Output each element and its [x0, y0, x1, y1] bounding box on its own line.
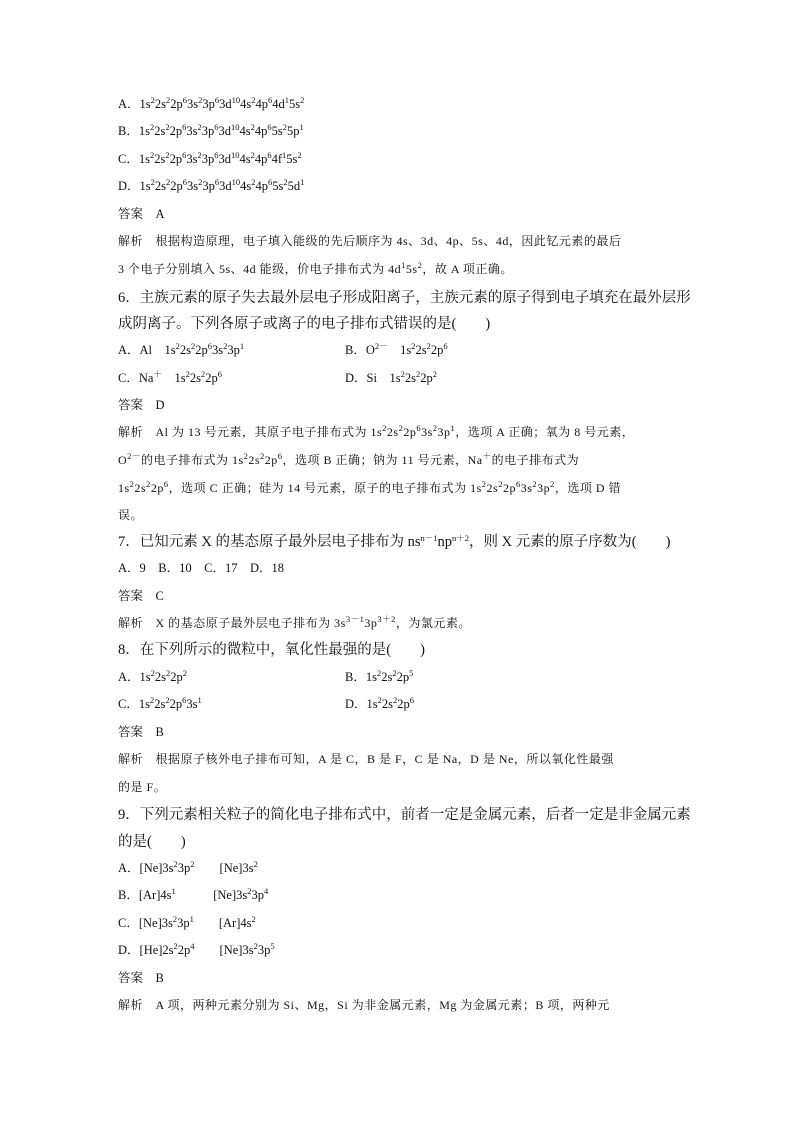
superscript: 2	[182, 668, 188, 678]
text-segment: ，为氯元素。	[395, 616, 471, 630]
superscript: 6	[214, 95, 220, 105]
text-segment: 3d	[218, 124, 231, 138]
text-segment: [Ne]3s	[175, 888, 248, 902]
superscript: 2	[149, 150, 155, 160]
superscript: 6	[182, 150, 187, 160]
text-segment: D．1s	[345, 697, 378, 711]
superscript: 1	[189, 914, 194, 924]
superscript: 2	[198, 95, 203, 105]
superscript: n－1	[420, 533, 438, 543]
text-segment: 2p	[195, 343, 208, 357]
q9-explanation-line-1: 解析 A 项，两种元素分别为 Si、Mg，Si 为非金属元素，Mg 为金属元素；B 项，两种元	[118, 998, 610, 1012]
superscript: 6	[443, 341, 448, 351]
text-segment: [Ar]4s	[193, 916, 252, 930]
superscript: 6	[409, 695, 415, 705]
superscript: 2	[150, 177, 155, 187]
superscript: ＋	[153, 369, 162, 379]
superscript: 2	[191, 341, 196, 351]
text-segment: 2s	[154, 97, 167, 111]
text-segment: 1s	[118, 481, 130, 495]
text-segment: ，选项 C 正确；硅为 14 号元素，原子的电子排布式为 1s	[168, 481, 482, 495]
superscript: n＋2	[452, 533, 470, 543]
q9-option-d	[118, 942, 275, 958]
superscript: 2	[150, 95, 155, 105]
text-segment: 3s	[187, 179, 199, 193]
superscript: 2	[250, 150, 255, 160]
text-segment: D．[He]2s	[118, 943, 174, 957]
text-segment: 2p	[264, 453, 278, 467]
q7-explanation	[118, 615, 471, 631]
text-segment: 2p	[397, 697, 410, 711]
text-segment: 2s	[189, 371, 201, 385]
superscript: 2	[251, 95, 256, 105]
q8-option-a	[118, 669, 187, 685]
text-segment: 2p	[169, 152, 183, 166]
text-segment: C．1s	[118, 152, 150, 166]
text-segment: 5s	[289, 97, 301, 111]
superscript: 2	[432, 369, 437, 379]
text-segment: 2s	[154, 670, 167, 684]
superscript: ＋	[482, 451, 492, 461]
superscript: 2	[251, 914, 256, 924]
superscript: 10	[231, 95, 241, 105]
text-segment: 3d	[219, 97, 232, 111]
text-segment: 2p	[170, 179, 183, 193]
superscript: 1	[197, 695, 202, 705]
superscript: 2	[398, 423, 404, 433]
superscript: 6	[515, 479, 521, 489]
text-segment: 3p	[177, 916, 190, 930]
text-segment: 2s	[154, 179, 167, 193]
text-segment: A．1s	[118, 670, 151, 684]
superscript: 1	[300, 177, 305, 187]
text-segment: 5d	[287, 179, 301, 193]
superscript: 4	[263, 886, 269, 896]
superscript: 10	[230, 122, 240, 132]
q6-stem-line-2: 成阴离子。下列各原子或离子的电子排布式错误的是( )	[118, 316, 491, 332]
text-segment: C．1s	[118, 697, 150, 711]
superscript: 5	[270, 941, 275, 951]
superscript: 3－1	[345, 614, 365, 624]
superscript: 2	[165, 695, 170, 705]
text-segment: 3s	[186, 124, 198, 138]
text-segment: 7．已知元素 X 的基态原子最外层电子排布为 ns	[118, 534, 421, 550]
text-segment: 3p	[537, 481, 551, 495]
q6-answer: 答案 D	[118, 398, 165, 412]
superscript: 2	[297, 150, 302, 160]
q9-option-c	[118, 915, 256, 931]
superscript: 2	[415, 369, 421, 379]
text-segment: 2s	[134, 481, 147, 495]
text-segment: 2s	[154, 697, 166, 711]
superscript: 2	[532, 479, 538, 489]
q9-stem-line-1: 9．下列元素相关粒子的简化电子排布式中，前者一定是金属元素，后者一定是非金属元素	[118, 807, 691, 823]
superscript: 2	[393, 695, 398, 705]
text-segment: 3p	[177, 861, 191, 875]
text-segment: 4s	[239, 124, 251, 138]
q6-option-b	[345, 342, 448, 358]
text-segment: D．Si 1s	[345, 371, 401, 385]
text-segment: 3d	[218, 152, 231, 166]
superscript: 1	[401, 260, 406, 270]
text-segment: A．Al 1s	[118, 343, 176, 357]
text-segment: B．[Ar]4s	[118, 888, 172, 902]
superscript: 2	[173, 859, 178, 869]
superscript: 6	[182, 177, 188, 187]
superscript: 1	[282, 150, 287, 160]
q8-option-d	[345, 696, 414, 712]
superscript: 2	[243, 451, 249, 461]
text-segment: 2p	[170, 670, 183, 684]
text-segment: 3s	[186, 697, 198, 711]
text-segment: 3p	[202, 97, 215, 111]
text-segment: 5s	[286, 152, 298, 166]
text-segment: 2s	[154, 152, 166, 166]
text-segment: 4s	[240, 179, 252, 193]
superscript: 6	[267, 122, 272, 132]
text-segment: 4p	[254, 124, 268, 138]
q5-option-d	[118, 178, 304, 194]
superscript: 2	[498, 479, 503, 489]
superscript: 5	[409, 668, 414, 678]
text-segment: 2s	[381, 697, 394, 711]
text-segment: 4d	[272, 97, 285, 111]
superscript: 6	[268, 177, 273, 187]
superscript: 2－	[374, 341, 388, 351]
superscript: 1	[450, 423, 456, 433]
text-segment: 3s	[421, 425, 433, 439]
q8-explanation-line-2: 的是 F。	[118, 780, 167, 794]
superscript: 6	[182, 95, 188, 105]
text-segment: 2s	[486, 481, 499, 495]
superscript: 2	[251, 177, 256, 187]
q7-answer: 答案 C	[118, 589, 164, 603]
text-segment: 2p	[502, 481, 516, 495]
text-segment: 4p	[255, 97, 269, 111]
q9-option-b	[118, 887, 268, 903]
superscript: 2	[166, 95, 171, 105]
text-segment: 解析 X 的基态原子最外层电子排布为 3s	[118, 616, 346, 630]
text-segment: 2s	[381, 670, 393, 684]
superscript: 2	[377, 695, 382, 705]
superscript: 2	[190, 859, 195, 869]
superscript: 2	[417, 260, 423, 270]
superscript: 6	[163, 479, 169, 489]
q5-option-b	[118, 123, 304, 139]
text-segment: 4p	[254, 152, 268, 166]
text-segment: C．Na	[118, 371, 154, 385]
superscript: 1	[299, 122, 304, 132]
text-segment: 2p	[403, 425, 417, 439]
text-segment: 2s	[404, 371, 416, 385]
superscript: 2	[253, 859, 258, 869]
text-segment: 的电子排布式为	[491, 453, 580, 467]
superscript: 2－	[127, 451, 141, 461]
superscript: 6	[267, 150, 272, 160]
text-segment: C．[Ne]3s	[118, 916, 173, 930]
text-segment: 3s	[520, 481, 533, 495]
superscript: 2	[149, 695, 155, 705]
q9-answer: 答案 B	[118, 971, 164, 985]
superscript: 2	[197, 150, 202, 160]
text-segment: 2s	[154, 124, 166, 138]
superscript: 6	[207, 341, 213, 351]
text-segment: 3p	[201, 152, 215, 166]
q8-stem: 8．在下列所示的微粒中，氧化性最强的是( )	[118, 642, 425, 658]
q5-option-c	[118, 151, 302, 167]
superscript: 2	[253, 941, 258, 951]
q6-stem-line-1: 6．主族元素的原子失去最外层电子形成阳离子，主族元素的原子得到电子填充在最外层形	[118, 290, 691, 306]
text-segment: 2s	[386, 425, 399, 439]
superscript: 2	[550, 479, 555, 489]
q5-option-a	[118, 96, 304, 112]
text-segment: [Ne]3s	[194, 943, 254, 957]
superscript: 2	[300, 95, 305, 105]
superscript: 2	[175, 341, 180, 351]
q6-explanation-line-1	[118, 424, 634, 440]
text-segment: 3s	[187, 97, 199, 111]
superscript: 10	[230, 150, 240, 160]
text-segment: 5s	[405, 262, 418, 276]
text-segment: B．1s	[345, 670, 377, 684]
text-segment: 3d	[219, 179, 232, 193]
superscript: 2	[197, 122, 202, 132]
text-segment: ，故 A 项正确。	[422, 262, 513, 276]
superscript: 10	[231, 177, 241, 187]
text-segment: O	[118, 453, 128, 467]
q5-explanation-line-1	[118, 233, 621, 249]
superscript: 6	[277, 451, 283, 461]
text-segment: 2p	[170, 97, 183, 111]
text-segment: 2p	[177, 943, 191, 957]
superscript: 2	[223, 341, 228, 351]
superscript: 2	[166, 668, 171, 678]
superscript: 2	[260, 451, 265, 461]
text-segment: 2s	[179, 343, 192, 357]
superscript: 2	[173, 941, 178, 951]
text-segment: ，选项 A 正确；氧为 8 号元素，	[455, 425, 635, 439]
superscript: 2	[283, 177, 288, 187]
text-segment: 3p	[201, 124, 215, 138]
superscript: 2	[129, 479, 135, 489]
q5-explanation-line-2	[118, 261, 513, 277]
superscript: 6	[214, 177, 220, 187]
superscript: 2	[382, 423, 387, 433]
superscript: 3＋2	[377, 614, 396, 624]
text-segment: B．1s	[118, 124, 150, 138]
text-segment: 2s	[248, 453, 261, 467]
superscript: 2	[200, 369, 206, 379]
text-segment: A．[Ne]3s	[118, 861, 174, 875]
q6-option-c	[118, 370, 222, 386]
superscript: 6	[182, 695, 187, 705]
text-segment: 2p	[169, 697, 183, 711]
superscript: 2	[411, 341, 416, 351]
text-segment: np	[437, 534, 453, 550]
superscript: 6	[416, 423, 422, 433]
text-segment: 4s	[240, 97, 252, 111]
superscript: 2	[149, 122, 155, 132]
superscript: 2	[165, 150, 170, 160]
superscript: 2	[392, 668, 397, 678]
q6-explanation-line-3	[118, 480, 621, 496]
text-segment: ，选项 D 错	[554, 481, 622, 495]
q8-option-b	[345, 669, 413, 685]
superscript: 2	[165, 122, 170, 132]
superscript: 2	[172, 914, 178, 924]
text-segment: 5s	[272, 179, 284, 193]
q5-answer: 答案 A	[118, 207, 165, 221]
text-segment: 2p	[396, 670, 410, 684]
text-segment: 误。	[118, 508, 144, 522]
superscript: 1	[171, 886, 176, 896]
text-segment: 3s	[212, 343, 224, 357]
superscript: 6	[214, 150, 219, 160]
q9-stem-line-2: 的是( )	[118, 834, 186, 850]
superscript: 2	[247, 886, 252, 896]
superscript: 2	[481, 479, 487, 489]
q6-option-d	[345, 370, 437, 386]
text-segment: 1s	[387, 343, 412, 357]
text-segment: 4s	[239, 152, 251, 166]
q9-option-a	[118, 860, 258, 876]
q7-stem	[118, 533, 670, 551]
superscript: 6	[214, 122, 219, 132]
text-segment: 3p	[257, 943, 271, 957]
superscript: 2	[250, 122, 255, 132]
text-segment: 2s	[415, 343, 427, 357]
text-segment: 2p	[169, 124, 183, 138]
superscript: 2	[146, 479, 151, 489]
text-segment: 3p	[437, 425, 451, 439]
text-segment: 2p	[205, 371, 218, 385]
superscript: 6	[217, 369, 222, 379]
superscript: 2	[282, 122, 287, 132]
q6-option-a	[118, 342, 244, 358]
text-segment: 3 个电子分别填入 5s、4d 能级，价电子排布式为 4d	[118, 262, 402, 276]
superscript: 2	[150, 668, 155, 678]
text-segment: 3s	[186, 152, 198, 166]
q6-explanation-line-2	[118, 452, 579, 468]
superscript: 6	[268, 95, 273, 105]
text-segment: D．1s	[118, 179, 151, 193]
text-segment: 1s	[161, 371, 186, 385]
superscript: 2	[376, 668, 382, 678]
text-segment: A．1s	[118, 97, 151, 111]
text-segment: B．O	[345, 343, 375, 357]
text-segment: 4p	[255, 179, 269, 193]
text-segment: 3p	[364, 616, 378, 630]
text-segment: 3p	[251, 888, 264, 902]
superscript: 4	[190, 941, 195, 951]
superscript: 2	[166, 177, 171, 187]
text-segment: ，选项 B 正确；钠为 11 号元素，Na	[282, 453, 483, 467]
superscript: 1	[284, 95, 290, 105]
q8-explanation-line-1: 解析 根据原子核外电子排布可知，A 是 C，B 是 F，C 是 Na，D 是 Ne，所以氧化性最强	[118, 752, 614, 766]
q6-explanation-line-4	[118, 507, 143, 523]
text-segment: 解析 Al 为 13 号元素，其原子电子排布式为 1s	[118, 425, 383, 439]
text-segment: 3p	[202, 179, 215, 193]
text-segment: 2p	[420, 371, 433, 385]
superscript: 2	[400, 369, 405, 379]
text-segment: 解析 根据构造原理，电子填入能级的先后顺序为 4s、3d、4p、5s、4d，因此钇元素的最后	[118, 234, 622, 248]
text-segment: 3p	[227, 343, 240, 357]
q7-options: A．9 B．10 C．17 D．18	[118, 561, 284, 575]
superscript: 2	[426, 341, 431, 351]
text-segment: 2p	[150, 481, 164, 495]
superscript: 2	[185, 369, 190, 379]
text-segment: 的电子排布式为 1s	[140, 453, 244, 467]
superscript: 2	[432, 423, 438, 433]
text-segment: [Ne]3s	[194, 861, 254, 875]
text-segment: 5s	[271, 124, 283, 138]
superscript: 1	[239, 341, 245, 351]
text-segment: ，则 X 元素的原子序数为( )	[469, 534, 671, 550]
text-segment: 2p	[430, 343, 444, 357]
q8-answer: 答案 B	[118, 725, 164, 739]
text-segment: 5p	[286, 124, 300, 138]
superscript: 6	[182, 122, 187, 132]
superscript: 2	[198, 177, 203, 187]
text-segment: 4f	[271, 152, 282, 166]
q8-option-c	[118, 696, 202, 712]
